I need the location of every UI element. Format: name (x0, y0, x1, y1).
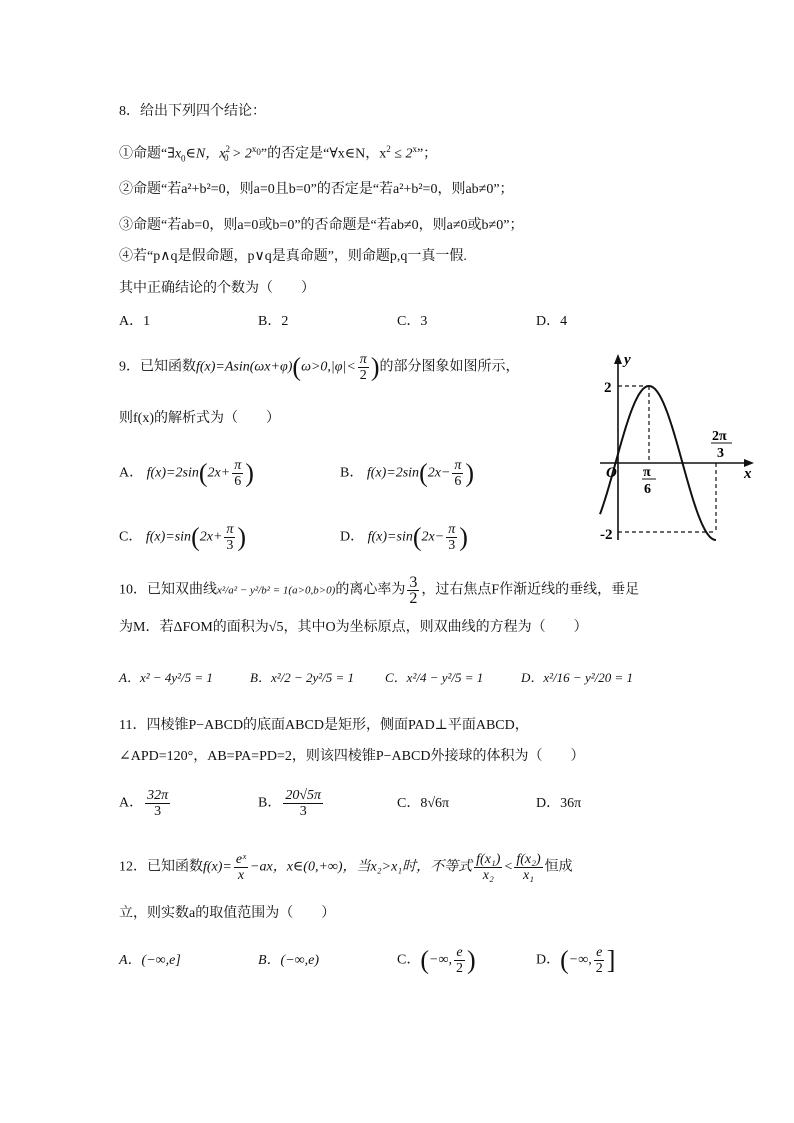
q8-s1-part: ①命题“ (119, 146, 168, 162)
q9-stem-text: 9．已知函数 (119, 359, 196, 375)
q12-stem: 12．已知函数f(x)= $\frac{\text{eˣ}}{x}$ −ax，x∈(0,+∞)，当x₂>x₁时，不等式 $\frac{\text{f(x₁)}}{\text{x₂}}$ < $\frac{\text{f(x₂)}}{\text{x₁}}$ 恒成 (119, 852, 573, 883)
q11-option-c[interactable]: C．8√6π (397, 796, 450, 811)
q10-option-b[interactable]: B．x²/2 − 2y²/5 = 1 (250, 670, 355, 685)
end-x-den: 3 (717, 446, 724, 461)
q9-function: f(x)=Asin(ωx+φ) (196, 359, 293, 375)
q8-s1-part: ”； (416, 146, 438, 162)
q10-option-c[interactable]: C．x²/4 − y²/5 = 1 (385, 670, 484, 685)
q9-sine-graph (598, 350, 758, 550)
q9-option-d[interactable]: D． f(x)=sin(2x− $\frac{\pi}{3}$ ) (340, 522, 468, 553)
q8-question: 其中正确结论的个数为（ ） (119, 281, 315, 296)
q9-condition: ω>0,|φ|< (301, 359, 356, 375)
q8-s1-part: ”的否定是“∀x∈N，x (260, 146, 387, 162)
origin-label: O (606, 465, 617, 481)
q10-hyperbola: x²/a² − y²/b² = 1(a>0,b>0) (217, 584, 336, 597)
q9-option-c[interactable]: C． f(x)=sin(2x+ $\frac{\pi}{3}$ ) (119, 522, 247, 553)
y-max-label: 2 (604, 380, 612, 396)
end-x-num: 2π (712, 429, 727, 444)
y-label: y (624, 352, 631, 368)
q9-option-a[interactable]: A． f(x)=2sin(2x+ $\frac{\pi}{6}$ ) (119, 458, 254, 489)
q11-stem-2: ∠APD=120°，AB=PA=PD=2，则该四棱锥P−ABCD外接球的体积为（ ） (119, 749, 585, 764)
q10-stem: 10．已知双曲线x²/a² − y²/b² = 1(a>0,b>0)的离心率为 $\frac{3}{2}$ ，过右焦点F作渐近线的垂线，垂足 (119, 574, 640, 607)
q10-stem-2: 为M．若ΔFOM的面积为√5，其中O为坐标原点，则双曲线的方程为（ ） (119, 620, 588, 635)
q8-option-b[interactable]: B．2 (258, 314, 289, 329)
q12-option-b[interactable]: B．(−∞,e) (258, 953, 320, 968)
q11-option-b[interactable]: B． $\frac{20√5\pi}{3}$ (258, 788, 322, 819)
q8-s1-part: ∃x (167, 146, 182, 162)
q8-option-d[interactable]: D．4 (536, 314, 568, 329)
peak-x-num: π (643, 465, 651, 480)
q8-option-c[interactable]: C．3 (397, 314, 428, 329)
q9-stem-text: 的部分图象如图所示， (379, 359, 520, 375)
q9-pi-over-2: $\frac{\pi}{2}$ (359, 352, 367, 383)
q8-statement-2: ②命题“若a²+b²=0，则a=0且b=0”的否定是“若a²+b²=0，则ab≠0”； (119, 182, 514, 197)
x-label: x (744, 466, 752, 482)
y-min-label: -2 (600, 527, 613, 543)
q12-stem-2: 立，则实数a的取值范围为（ ） (119, 906, 336, 921)
q9-question: 则f(x)的解析式为（ ） (119, 411, 280, 426)
q8-statement-4: ④若“p∧q是假命题，p∨q是真命题”，则命题p,q一真一假. (119, 249, 467, 264)
peak-x-den: 6 (644, 482, 651, 497)
q10-option-d[interactable]: D．x²/16 − y²/20 = 1 (521, 670, 633, 685)
q9-option-b[interactable]: B． f(x)=2sin(2x− $\frac{\pi}{6}$ ) (340, 458, 475, 489)
q8-s1-part: ∈N，x (185, 146, 226, 162)
y-axis-arrow-icon (614, 354, 622, 364)
q8-s1-part: > 2 (231, 146, 252, 162)
q8-statement-1: ①命题“$\exists x_0\in N$，$x^2_0 > 2^{x_0}$”的否定是“∀x∈N，$x^2 \le 2^x$”； (119, 144, 438, 164)
q8-s1-part: ≤ 2 (394, 146, 413, 162)
q8-stem: 8．给出下列四个结论： (119, 104, 266, 119)
q12-option-d[interactable]: D．(−∞, $\frac{e}{2}$ ] (536, 945, 616, 976)
q8-option-a[interactable]: A．1 (119, 314, 151, 329)
q12-option-a[interactable]: A．(−∞,e] (119, 953, 181, 968)
q10-option-a[interactable]: A．x² − 4y²/5 = 1 (119, 670, 213, 685)
q11-stem: 11．四棱锥P−ABCD的底面ABCD是矩形，侧面PAD⊥平面ABCD， (119, 718, 529, 733)
q12-option-c[interactable]: C．(−∞, $\frac{e}{2}$ ) (397, 945, 476, 976)
q11-option-d[interactable]: D．36π (536, 796, 582, 811)
q8-statement-3: ③命题“若ab=0，则a=0或b=0”的否命题是“若ab≠0，则a≠0或b≠0”； (119, 218, 524, 233)
q10-eccentricity: $\frac{3}{2}$ (409, 574, 418, 607)
q11-option-a[interactable]: A． $\frac{32\pi}{3}$ (119, 788, 169, 819)
q9-stem: 9．已知函数f(x)=Asin(ωx+φ)(ω>0,|φ|< $\frac{\pi}{2}$ )的部分图象如图所示， (119, 352, 520, 383)
